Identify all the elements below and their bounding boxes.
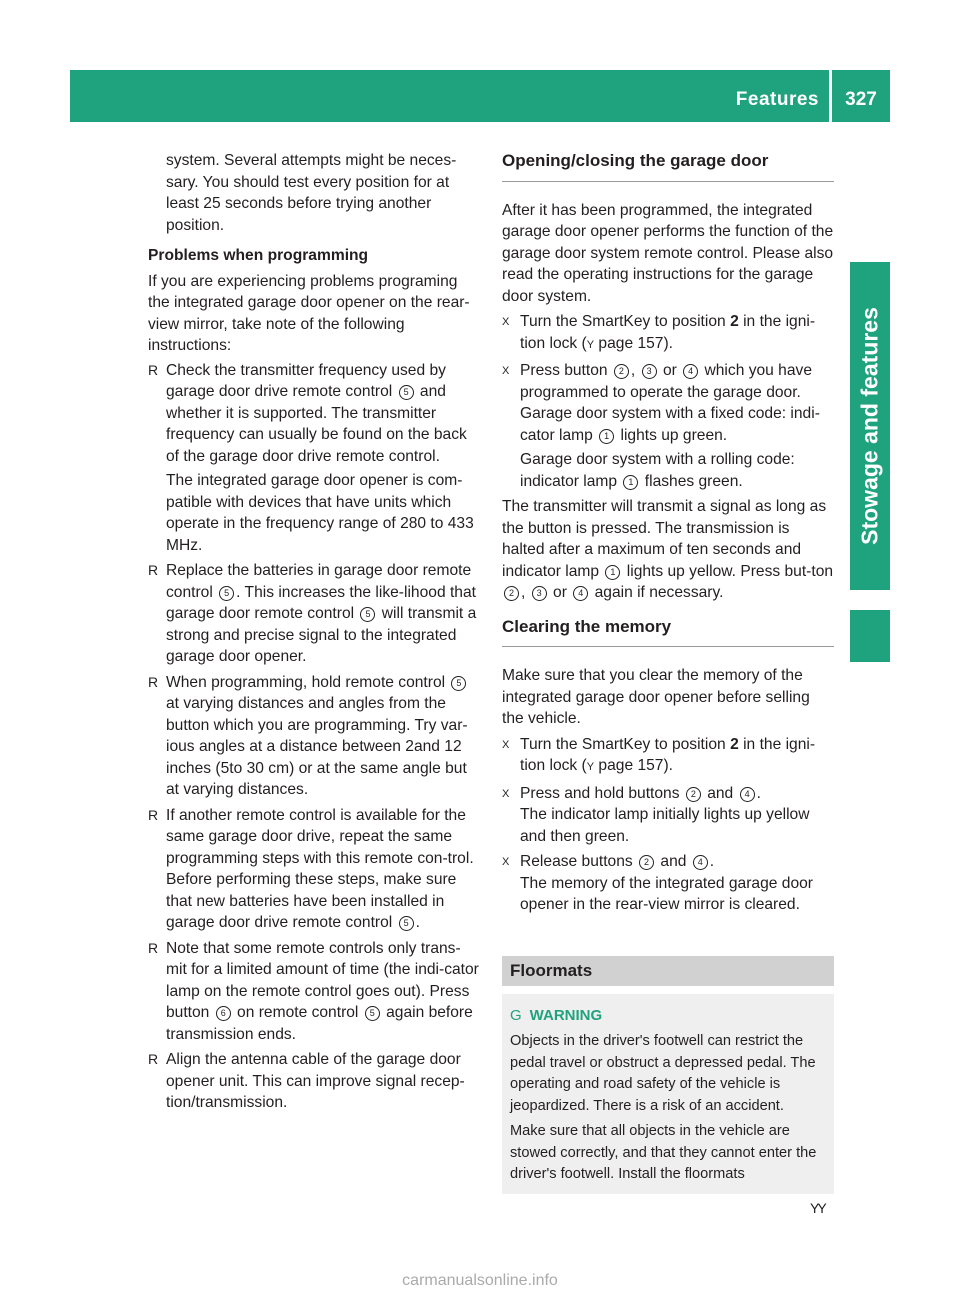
warning-text: Make sure that all objects in the vehicle are stowed correctly, and that they cannot enter the driver's footwell. Install the floormats bbox=[510, 1123, 817, 1182]
bullet-item: R Align the antenna cable of the garage door opener unit. This can improve signal recep-tion/transmission. bbox=[148, 1051, 465, 1111]
number-4-icon: 4 bbox=[573, 586, 588, 601]
header-title: Features bbox=[735, 89, 819, 110]
watermark: carmanualsonline.info bbox=[402, 1272, 558, 1289]
number-1-icon: 1 bbox=[599, 429, 614, 444]
bullet-icon: R bbox=[148, 361, 159, 378]
page-number: 327 bbox=[845, 89, 877, 110]
number-1-icon: 1 bbox=[623, 475, 638, 490]
number-6-icon: 6 bbox=[216, 1006, 231, 1021]
warning-box bbox=[502, 994, 834, 1194]
problems-heading: Problems when programming bbox=[148, 247, 369, 264]
number-2-icon: 2 bbox=[686, 787, 701, 802]
bullet-icon: R bbox=[148, 806, 159, 823]
page-link[interactable]: page 157). bbox=[598, 334, 673, 352]
problems-intro: If you are experiencing problems programing the integrated garage door opener on the rear-view mirror, take note of the following instructions: bbox=[148, 272, 470, 354]
page-link[interactable]: page 157). bbox=[598, 757, 673, 774]
left-column bbox=[148, 150, 480, 1118]
number-5-icon: 5 bbox=[399, 916, 414, 931]
number-5-icon: 5 bbox=[451, 676, 466, 691]
step-item: X Turn the SmartKey to position 2 in the igni-tion lock (Y page 157). bbox=[502, 313, 816, 352]
bullet-item: R Check the transmitter frequency used by garage door drive remote control 5 and whether it is supported. The transmitter frequency can usually be found on the back of the garage door drive remote control. The integrated garage door opener is com-patible with devices that have units which operate in the frequency range of 280 to 433 MHz. bbox=[148, 361, 474, 554]
bullet-item: R When programming, hold remote control 5 at varying distances and angles from the button which you are programming. Try var-ious angles at a distance between 2and 12 inches (5to 30 cm) or at the same angle but at varying distances. bbox=[148, 673, 468, 798]
step-item: X Press and hold buttons 2 and 4 . The indicator lamp initially lights up yellow and then green. bbox=[502, 784, 810, 845]
bullet-item: R If another remote control is available for the same garage door drive, repeat the same programming steps with this remote con-trol. Before performing these steps, make sure that new batteries have been installed in garage door drive remote control 5 . bbox=[148, 806, 474, 931]
number-4-icon: 4 bbox=[740, 787, 755, 802]
page-ref-icon: Y bbox=[586, 761, 595, 773]
step-item: X Press button 2 , 3 or 4 which you have programmed to operate the garage door. Garage door system with a fixed code: indi-cator lamp 1 lights up green. Garage door system with a rolling code: indicator lamp 1 flashes green. bbox=[502, 362, 820, 490]
header-bar bbox=[70, 70, 830, 122]
number-2-icon: 2 bbox=[639, 855, 654, 870]
transmission-paragraph: The transmitter will transmit a signal as long as the button is pressed. The transmission is halted after a maximum of ten seconds and indicator lamp 1 lights up yellow. Press but-ton 2 , 3 or 4 again if necessary. bbox=[502, 498, 834, 601]
warning-text: Objects in the driver's footwell can restrict the pedal travel or obstruct a depressed pedal. The operating and road safety of the vehicle is jeopardized. There is a risk of an accident. bbox=[510, 1033, 816, 1114]
step-arrow-icon: X bbox=[502, 365, 510, 377]
number-2-icon: 2 bbox=[614, 364, 629, 379]
clearing-intro: Make sure that you clear the memory of the integrated garage door opener before selling the vehicle. bbox=[502, 667, 810, 727]
number-5-icon: 5 bbox=[360, 607, 375, 622]
warning-triangle-icon: G bbox=[510, 1006, 522, 1024]
bullet-icon: R bbox=[148, 673, 159, 690]
bullet-icon: R bbox=[148, 562, 159, 578]
intro-paragraph: system. Several attempts might be neces-sary. You should test every position for at least 25 seconds before trying another position. bbox=[166, 152, 457, 234]
step-arrow-icon: X bbox=[502, 738, 510, 751]
opening-intro: After it has been programmed, the integrated garage door opener performs the function of the garage door system remote control. Please also read the operating instructions for the garage door system. bbox=[502, 201, 834, 305]
chapter-marker bbox=[850, 610, 890, 662]
section-heading-opening: Opening/closing the garage door bbox=[502, 150, 834, 182]
number-4-icon: 4 bbox=[693, 855, 708, 870]
number-3-icon: 3 bbox=[642, 364, 657, 379]
chapter-tab-label: Stowage and features bbox=[856, 307, 883, 545]
step-arrow-icon: X bbox=[502, 787, 510, 800]
step-arrow-icon: X bbox=[502, 856, 510, 868]
number-2-icon: 2 bbox=[504, 586, 519, 601]
number-5-icon: 5 bbox=[365, 1006, 380, 1021]
step-item: X Turn the SmartKey to position 2 in the igni-tion lock (Y page 157). bbox=[502, 735, 816, 774]
continue-arrows-icon: YY bbox=[810, 1200, 825, 1216]
bullet-icon: R bbox=[148, 939, 159, 956]
bullet-icon: R bbox=[148, 1051, 159, 1067]
number-5-icon: 5 bbox=[219, 586, 234, 601]
number-1-icon: 1 bbox=[605, 565, 620, 580]
number-3-icon: 3 bbox=[532, 586, 547, 601]
bullet-item: R Note that some remote controls only trans-mit for a limited amount of time (the indi-cator lamp on the remote control goes out). Press button 6 on remote control 5 again before transmission ends. bbox=[148, 939, 479, 1043]
floormats-heading: Floormats bbox=[502, 956, 834, 986]
right-column bbox=[502, 150, 834, 1194]
warning-title: WARNING bbox=[529, 1006, 603, 1024]
number-5-icon: 5 bbox=[399, 385, 414, 400]
step-item: X Release buttons 2 and 4 . The memory of the integrated garage door opener in the rear-view mirror is cleared. bbox=[502, 853, 813, 913]
bullet-item: R Replace the batteries in garage door remote control 5 . This increases the like-lihood that garage door remote control 5 will transmit a strong and precise signal to the integrated garage door opener. bbox=[148, 562, 477, 665]
step-arrow-icon: X bbox=[502, 316, 510, 328]
page-ref-icon: Y bbox=[586, 338, 595, 351]
number-4-icon: 4 bbox=[683, 364, 698, 379]
section-heading-clearing: Clearing the memory bbox=[502, 616, 834, 648]
